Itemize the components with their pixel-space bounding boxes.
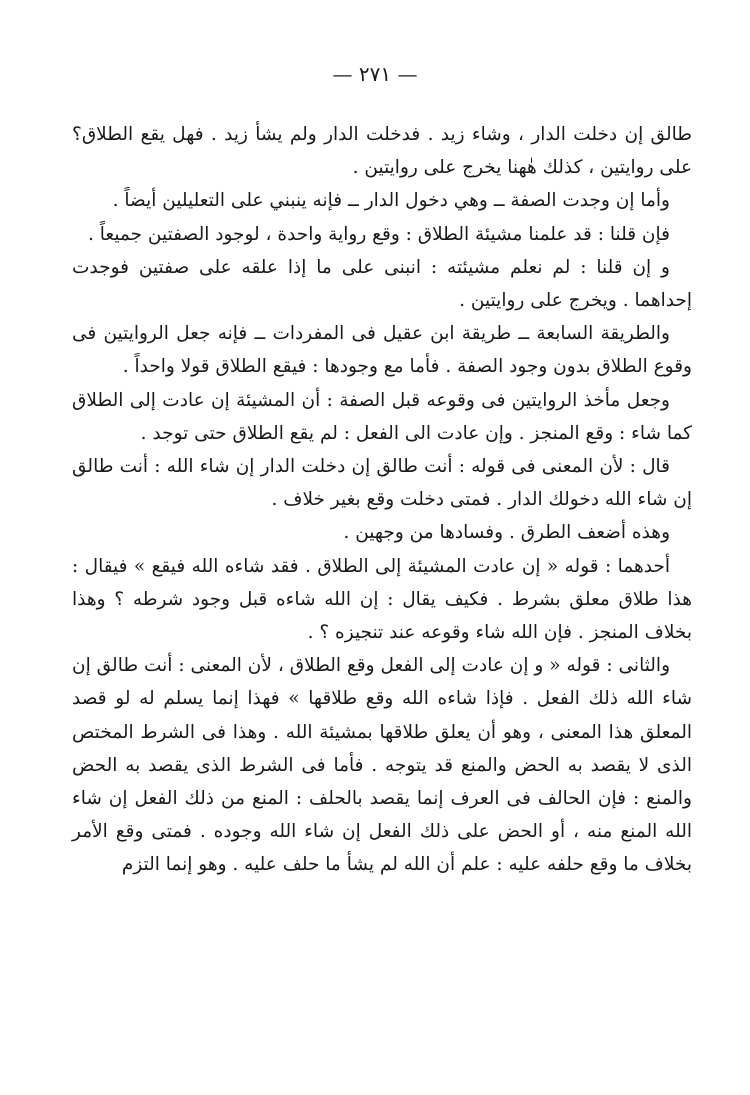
paragraph: والطريقة السابعة ــ طريقة ابن عقيل فى المفردات ــ فإنه جعل الروايتين فى وقوع الطلاق بدون وجود الصفة . فأما مع وجودها : فيقع الطلاق قولا واحداً . — [72, 323, 692, 378]
paragraph: وهذه أضعف الطرق . وفسادها من وجهين . — [343, 522, 670, 544]
paragraph: طالق إن دخلت الدار ، وشاء زيد . فدخلت الدار ولم يشأ زيد . فهل يقع الطلاق؟ على روايتين ، كذلك هٰهنا يخرج على روايتين . — [72, 124, 692, 179]
paragraph: أحدهما : قوله « إن عادت المشيئة إلى الطلاق . فقد شاءه الله فيقع » فيقال : هذا طلاق معلق بشرط . فكيف يقال : إن الله شاءه قبل وجود شرطه ؟ وهذا بخلاف المنجز . فإن الله شاء وقوعه عند تنجيزه ؟ . — [72, 555, 692, 644]
page-body — [72, 118, 692, 882]
page-number: — ٢٧١ — — [332, 62, 418, 86]
paragraph: وجعل مأخذ الروايتين فى وقوعه قبل الصفة : أن المشيئة إن عادت إلى الطلاق كما شاء : وقع المنجز . وإن عادت الى الفعل : لم يقع الطلاق حتى توجد . — [72, 389, 692, 444]
paragraph: فإن قلنا : قد علمنا مشيئة الطلاق : وقع رواية واحدة ، لوجود الصفتين جميعاً . — [88, 223, 670, 245]
paragraph: وأما إن وجدت الصفة ــ وهي دخول الدار ــ فإنه ينبني على التعليلين أيضاً . — [112, 190, 670, 212]
paragraph: والثانى : قوله « و إن عادت إلى الفعل وقع الطلاق ، لأن المعنى : أنت طالق إن شاء الله ذلك الفعل . فإذا شاءه الله وقع طلاقها » فهذا إنما يسلم له لو قصد المعلق هذا المعنى ، وهو أن يعلق طلاقها بمشيئة الله . وهذا فى الشرط المختص الذى لا يقصد به الحض والمنع قد يتوجه . فأما فى الشرط الذى يقصد به الحض والمنع : فإن الحالف فى العرف إنما يقصد بالحلف : المنع من ذلك الفعل إن شاء الله المنع منه ، أو الحض على ذلك الفعل إن شاء الله وجوده . فمتى وقع الأمر بخلاف ما وقع حلفه عليه : علم أن الله لم يشأ ما حلف عليه . وهو إنما التزم — [72, 655, 692, 876]
paragraph: و إن قلنا : لم نعلم مشيئته : انبنى على ما إذا علقه على صفتين فوجدت إحداهما . ويخرج على روايتين . — [72, 256, 692, 312]
paragraph: قال : لأن المعنى فى قوله : أنت طالق إن دخلت الدار إن شاء الله : أنت طالق إن شاء الله دخولك الدار . فمتى دخلت وقع بغير خلاف . — [72, 456, 692, 511]
